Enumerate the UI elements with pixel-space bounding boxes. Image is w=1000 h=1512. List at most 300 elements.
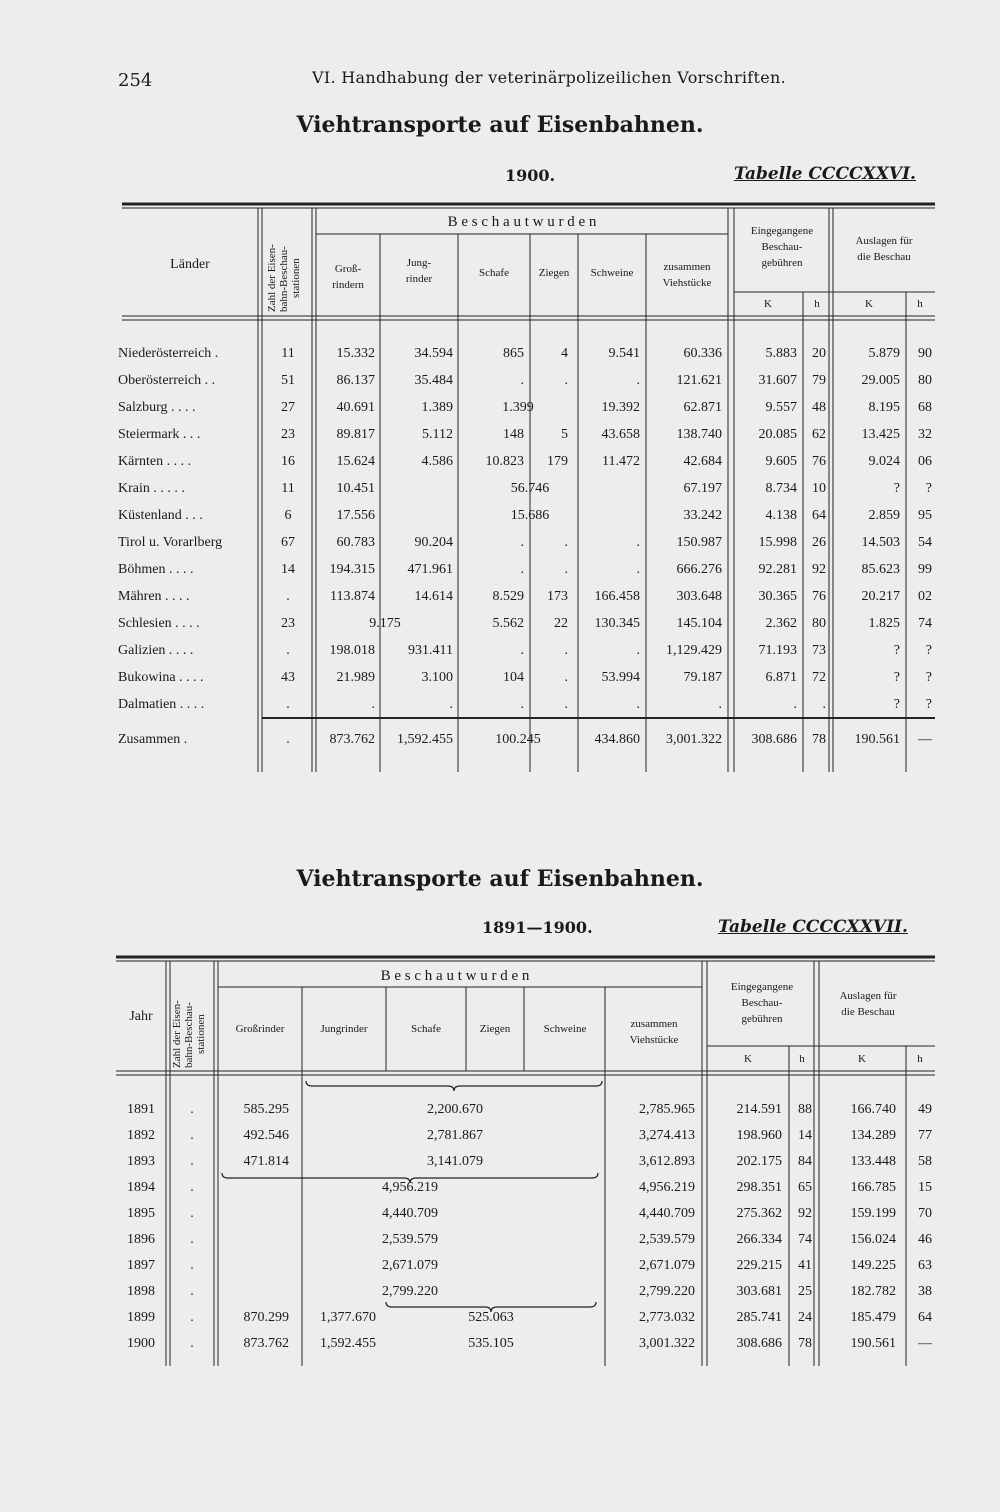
- table-row-4-ek: 9.605: [765, 454, 797, 469]
- table2-row-0-zus: 2,785.965: [639, 1102, 695, 1117]
- table-row-1-ah: 80: [918, 373, 932, 388]
- table-row-2-eh: 48: [812, 400, 826, 415]
- table-row-10-eh: 80: [812, 616, 826, 631]
- table-row-9-schafe: 8.529: [492, 589, 524, 604]
- table2-row-9-ah: —: [918, 1336, 932, 1351]
- table-row-12-land: Bukowina . . . .: [118, 670, 204, 685]
- table-row-0-zus: 60.336: [683, 346, 722, 361]
- table-row-7-ziegen: .: [564, 535, 568, 550]
- t1-hdr-schweine: Schweine: [590, 267, 634, 279]
- table-row-13-schweine: .: [636, 697, 640, 712]
- table-row-4-ziegen: 179: [547, 454, 568, 469]
- table-row-5-zahl: 11: [281, 481, 295, 496]
- table2-row-0-zahl: .: [190, 1102, 194, 1117]
- table2-row-2-jahr: 1893: [127, 1154, 155, 1169]
- table-row-8-ziegen: .: [564, 562, 568, 577]
- table-row-12-gross: 21.989: [336, 670, 375, 685]
- table1-title: Viehtransporte auf Eisenbahnen.: [296, 112, 704, 138]
- table-row-11-ziegen: .: [564, 643, 568, 658]
- table2-row-4-span_all: 4,440.709: [382, 1206, 438, 1221]
- t1-hdr-jung-1: Jung-: [406, 257, 432, 269]
- table2-row-4-ah: 70: [918, 1206, 932, 1221]
- t2-hdr-schweine: Schweine: [543, 1023, 587, 1035]
- table2-row-9-gross: 873.762: [243, 1336, 289, 1351]
- t1-hdr-ausl-1: Auslagen für: [855, 235, 913, 247]
- table-row-11-ah: ?: [925, 643, 932, 658]
- table-row-1-schweine: .: [636, 373, 640, 388]
- table2-row-2-zahl: .: [190, 1154, 194, 1169]
- table-row-10-zahl: 23: [281, 616, 295, 631]
- table-row-4-ak: 9.024: [868, 454, 900, 469]
- table2-row-7-ek: 303.681: [736, 1284, 782, 1299]
- t1-hdr-zahl-2: bahn-Beschau-: [278, 246, 290, 312]
- table-row-5-eh: 10: [812, 481, 826, 496]
- table-row-13-zus: .: [718, 697, 722, 712]
- table-row-3-zahl: 23: [281, 427, 295, 442]
- table2-row-9-ak: 190.561: [850, 1336, 896, 1351]
- table2-row-8-zus: 2,773.032: [639, 1310, 695, 1325]
- table2-row-8-zahl: .: [190, 1310, 194, 1325]
- table2-row-9-jung: 1,592.455: [320, 1336, 376, 1351]
- table1-total-zus: 3,001.322: [666, 732, 722, 747]
- table-row-2-land: Salzburg . . . .: [118, 400, 196, 415]
- t1-hdr-zus-2: Viehstücke: [662, 277, 712, 289]
- table-row-10-span_gj: 9.175: [369, 616, 401, 631]
- table2-row-0-eh: 88: [798, 1102, 812, 1117]
- table2-row-5-eh: 74: [798, 1232, 812, 1247]
- table-row-1-zahl: 51: [281, 373, 295, 388]
- table2-row-2-ek: 202.175: [736, 1154, 782, 1169]
- table-row-1-gross: 86.137: [336, 373, 375, 388]
- table2-row-1-gross: 492.546: [243, 1128, 289, 1143]
- table2-row-2-gross: 471.814: [243, 1154, 289, 1169]
- table2-row-9-jahr: 1900: [127, 1336, 155, 1351]
- table-row-3-ah: 32: [918, 427, 932, 442]
- table-row-5-land: Krain . . . . .: [118, 481, 185, 496]
- table-row-3-ziegen: 5: [561, 427, 568, 442]
- table2-row-0-span_jsz: 2,200.670: [427, 1102, 483, 1117]
- table-row-2-zus: 62.871: [683, 400, 722, 415]
- table-row-10-schafe: 5.562: [492, 616, 524, 631]
- table1-label: Tabelle CCCCXXVI.: [734, 164, 916, 184]
- table-row-3-gross: 89.817: [336, 427, 375, 442]
- table-row-12-jung: 3.100: [421, 670, 453, 685]
- table-row-13-gross: .: [371, 697, 375, 712]
- t2-hdr-ak: K: [858, 1053, 866, 1065]
- t1-hdr-gross-1: Groß-: [334, 263, 362, 275]
- table-row-6-zahl: 6: [284, 508, 292, 523]
- table-row-9-zus: 303.648: [676, 589, 722, 604]
- table-row-10-ziegen: 22: [554, 616, 568, 631]
- table-row-7-schweine: .: [636, 535, 640, 550]
- table2-row-2-ak: 133.448: [850, 1154, 896, 1169]
- table2-row-6-ek: 229.215: [736, 1258, 782, 1273]
- table-row-8-gross: 194.315: [329, 562, 375, 577]
- table-row-6-ak: 2.859: [868, 508, 900, 523]
- table-row-12-schafe: 104: [503, 670, 524, 685]
- table-row-10-ek: 2.362: [765, 616, 797, 631]
- table2-row-9-eh: 78: [798, 1336, 812, 1351]
- table-row-1-eh: 79: [812, 373, 826, 388]
- table-row-4-schafe: 10.823: [485, 454, 524, 469]
- table2-row-0-ek: 214.591: [736, 1102, 782, 1117]
- table2-row-1-jahr: 1892: [127, 1128, 155, 1143]
- table2-row-4-zahl: .: [190, 1206, 194, 1221]
- table-row-7-jung: 90.204: [414, 535, 453, 550]
- table2-row-8-jung: 1,377.670: [320, 1310, 376, 1325]
- table-row-0-eh: 20: [812, 346, 826, 361]
- table-row-0-schweine: 9.541: [608, 346, 640, 361]
- table-row-4-ah: 06: [918, 454, 932, 469]
- table-row-13-eh: .: [822, 697, 826, 712]
- table-row-3-eh: 62: [812, 427, 826, 442]
- table-row-8-schafe: .: [520, 562, 524, 577]
- table1-total-gross: 873.762: [329, 732, 375, 747]
- table2-row-6-eh: 41: [798, 1258, 812, 1273]
- table-row-13-ziegen: .: [564, 697, 568, 712]
- t2-hdr-ausl-2: die Beschau: [841, 1006, 895, 1018]
- t2-hdr-eh: h: [799, 1053, 805, 1065]
- table-row-8-jung: 471.961: [407, 562, 453, 577]
- table-row-0-gross: 15.332: [336, 346, 375, 361]
- table-row-7-ah: 54: [918, 535, 932, 550]
- table2-row-0-ak: 166.740: [850, 1102, 896, 1117]
- table-row-6-span_jsz: 15.686: [510, 508, 550, 523]
- table-row-0-schafe: 865: [503, 346, 524, 361]
- table-row-9-gross: 113.874: [330, 589, 375, 604]
- table-row-12-ek: 6.871: [765, 670, 797, 685]
- table2-row-1-span_jsz: 2,781.867: [427, 1128, 483, 1143]
- table-row-8-zus: 666.276: [676, 562, 722, 577]
- table-row-1-jung: 35.484: [414, 373, 453, 388]
- table2-row-4-jahr: 1895: [127, 1206, 155, 1221]
- t1-hdr-gross-2: rindern: [332, 279, 364, 291]
- table-row-1-schafe: .: [520, 373, 524, 388]
- t1-hdr-laender: Länder: [170, 257, 210, 272]
- t2-hdr-eing-1: Eingegangene: [730, 981, 794, 993]
- table-row-11-schafe: .: [520, 643, 524, 658]
- page-number: 254: [118, 70, 153, 91]
- table2-row-7-jahr: 1898: [127, 1284, 155, 1299]
- table-row-2-gross: 40.691: [336, 400, 375, 415]
- table-row-1-ak: 29.005: [861, 373, 900, 388]
- table2-row-9-zus: 3,001.322: [639, 1336, 695, 1351]
- table-row-2-jung: 1.389: [421, 400, 453, 415]
- table2-row-6-ak: 149.225: [850, 1258, 896, 1273]
- table-row-4-eh: 76: [812, 454, 826, 469]
- table2-year: 1891—1900.: [482, 918, 593, 937]
- table1-total-land: Zusammen .: [118, 732, 188, 747]
- table2-row-6-zus: 2,671.079: [639, 1258, 695, 1273]
- table-row-0-jung: 34.594: [414, 346, 453, 361]
- t2-hdr-jung: Jungrinder: [320, 1023, 368, 1035]
- table1-total-ek: 308.686: [751, 732, 797, 747]
- table-row-13-zahl: .: [286, 697, 290, 712]
- table-row-3-zus: 138.740: [676, 427, 722, 442]
- table1-total-ak: 190.561: [854, 732, 900, 747]
- table2-row-8-ek: 285.741: [736, 1310, 782, 1325]
- table-row-4-gross: 15.624: [336, 454, 375, 469]
- table-row-10-schweine: 130.345: [594, 616, 640, 631]
- table2-row-3-jahr: 1894: [127, 1180, 155, 1195]
- table2-row-2-span_jsz: 3,141.079: [427, 1154, 483, 1169]
- table-row-6-land: Küstenland . . .: [118, 508, 203, 523]
- table1-total-jung: 1,592.455: [397, 732, 453, 747]
- table-row-7-zus: 150.987: [676, 535, 722, 550]
- t2-hdr-eing-2: Beschau-: [741, 997, 783, 1009]
- table-row-9-ziegen: 173: [547, 589, 568, 604]
- table-row-3-ak: 13.425: [861, 427, 900, 442]
- table-row-5-ak: ?: [893, 481, 900, 496]
- table-row-9-ek: 30.365: [758, 589, 797, 604]
- t2-hdr-jahr: Jahr: [129, 1009, 153, 1024]
- table-row-6-zus: 33.242: [683, 508, 722, 523]
- table-row-3-land: Steiermark . . .: [118, 427, 201, 442]
- table-row-12-zahl: 43: [281, 670, 295, 685]
- table-row-11-schweine: .: [636, 643, 640, 658]
- table2-row-9-span_szs: 535.105: [468, 1336, 514, 1351]
- table1-year: 1900.: [505, 166, 556, 185]
- table-row-5-span_jsz: 56.746: [510, 481, 550, 496]
- table-row-11-zus: 1,129.429: [666, 643, 722, 658]
- table-row-4-schweine: 11.472: [602, 454, 640, 469]
- table-row-3-ek: 20.085: [758, 427, 797, 442]
- t2-hdr-gross: Großrinder: [235, 1023, 285, 1035]
- table-row-11-jung: 931.411: [408, 643, 453, 658]
- table2-row-1-ek: 198.960: [736, 1128, 782, 1143]
- table-row-11-gross: 198.018: [329, 643, 375, 658]
- table-row-7-zahl: 67: [281, 535, 295, 550]
- table-row-0-ak: 5.879: [868, 346, 900, 361]
- table2-row-9-ek: 308.686: [736, 1336, 782, 1351]
- t2-hdr-zahl-1: Zahl der Eisen-: [171, 1000, 183, 1068]
- table-row-2-span_sz: 1.399: [502, 400, 534, 415]
- table-row-2-zahl: 27: [281, 400, 295, 415]
- table2-row-3-ak: 166.785: [850, 1180, 896, 1195]
- t1-hdr-beschaut: B e s c h a u t w u r d e n: [447, 214, 597, 230]
- table-row-10-ak: 1.825: [868, 616, 900, 631]
- table-row-6-ek: 4.138: [765, 508, 797, 523]
- t1-hdr-ausl-2: die Beschau: [857, 251, 911, 263]
- table2-row-7-eh: 25: [798, 1284, 812, 1299]
- table-row-1-ziegen: .: [564, 373, 568, 388]
- table-row-6-gross: 17.556: [336, 508, 375, 523]
- table2-row-0-gross: 585.295: [243, 1102, 289, 1117]
- table-row-0-ek: 5.883: [765, 346, 797, 361]
- table2-row-8-jahr: 1899: [127, 1310, 155, 1325]
- table-row-10-land: Schlesien . . . .: [118, 616, 200, 631]
- table2-row-5-zahl: .: [190, 1232, 194, 1247]
- table-row-9-jung: 14.614: [414, 589, 453, 604]
- table2-row-1-zahl: .: [190, 1128, 194, 1143]
- table-row-1-zus: 121.621: [676, 373, 722, 388]
- table-row-4-jung: 4.586: [421, 454, 453, 469]
- t1-hdr-eing-3: gebühren: [761, 257, 803, 269]
- t1-hdr-eing-1: Eingegangene: [750, 225, 814, 237]
- table-row-4-land: Kärnten . . . .: [118, 454, 192, 469]
- table2-row-1-ah: 77: [918, 1128, 932, 1143]
- table-row-12-zus: 79.187: [683, 670, 722, 685]
- table2-row-6-jahr: 1897: [127, 1258, 155, 1273]
- table-row-13-ak: ?: [893, 697, 900, 712]
- table2-row-2-zus: 3,612.893: [639, 1154, 695, 1169]
- table-row-13-ek: .: [793, 697, 797, 712]
- table-row-5-gross: 10.451: [336, 481, 375, 496]
- table-row-5-ah: ?: [925, 481, 932, 496]
- table-row-2-ak: 8.195: [868, 400, 900, 415]
- table-row-13-jung: .: [449, 697, 453, 712]
- table-row-11-ak: ?: [893, 643, 900, 658]
- table-row-4-zus: 42.684: [683, 454, 722, 469]
- table-row-9-land: Mähren . . . .: [118, 589, 190, 604]
- table-row-1-land: Oberösterreich . .: [118, 373, 216, 388]
- table1-total-eh: 78: [812, 732, 826, 747]
- t1-hdr-zahl-1: Zahl der Eisen-: [266, 244, 278, 312]
- t2-hdr-beschaut: B e s c h a u t w u r d e n: [380, 968, 530, 984]
- table-row-8-ah: 99: [918, 562, 932, 577]
- table2-row-1-ak: 134.289: [850, 1128, 896, 1143]
- table-row-8-land: Böhmen . . . .: [118, 562, 194, 577]
- table2-row-4-ek: 275.362: [736, 1206, 782, 1221]
- table-row-12-ziegen: .: [564, 670, 568, 685]
- table2-row-6-zahl: .: [190, 1258, 194, 1273]
- table-row-6-ah: 95: [918, 508, 932, 523]
- table-row-10-zus: 145.104: [676, 616, 722, 631]
- table2-title: Viehtransporte auf Eisenbahnen.: [296, 866, 704, 892]
- t2-hdr-zahl-2: bahn-Beschau-: [183, 1002, 195, 1068]
- table-row-3-schweine: 43.658: [601, 427, 640, 442]
- t2-hdr-zus-1: zusammen: [630, 1018, 678, 1030]
- table2-row-5-span_all: 2,539.579: [382, 1232, 438, 1247]
- table2-row-9-zahl: .: [190, 1336, 194, 1351]
- t1-hdr-zahl-3: stationen: [290, 258, 302, 298]
- table2-row-8-eh: 24: [798, 1310, 812, 1325]
- table-row-8-ek: 92.281: [758, 562, 797, 577]
- table-row-6-eh: 64: [812, 508, 826, 523]
- table-row-7-gross: 60.783: [336, 535, 375, 550]
- table-row-2-ek: 9.557: [765, 400, 797, 415]
- table1-total-span_sz: 100.245: [495, 732, 541, 747]
- table-row-12-schweine: 53.994: [601, 670, 640, 685]
- table2-row-8-ah: 64: [918, 1310, 932, 1325]
- t1-hdr-eh: h: [814, 298, 820, 310]
- table2-row-4-eh: 92: [798, 1206, 812, 1221]
- table-row-9-zahl: .: [286, 589, 290, 604]
- table-row-7-schafe: .: [520, 535, 524, 550]
- table-row-13-ah: ?: [925, 697, 932, 712]
- table2-row-8-ak: 185.479: [850, 1310, 896, 1325]
- table-row-9-ak: 20.217: [861, 589, 900, 604]
- table-row-5-ek: 8.734: [765, 481, 797, 496]
- t2-hdr-ausl-1: Auslagen für: [839, 990, 897, 1002]
- t2-hdr-ziegen: Ziegen: [479, 1023, 511, 1035]
- table-row-3-jung: 5.112: [422, 427, 453, 442]
- table-row-10-ah: 74: [918, 616, 932, 631]
- table2-label: Tabelle CCCCXXVII.: [718, 917, 908, 937]
- table2-row-6-span_all: 2,671.079: [382, 1258, 438, 1273]
- table-row-8-ak: 85.623: [861, 562, 900, 577]
- table-row-11-zahl: .: [286, 643, 290, 658]
- table2-row-7-zahl: .: [190, 1284, 194, 1299]
- table-row-13-land: Dalmatien . . . .: [118, 697, 205, 712]
- table2-row-7-ak: 182.782: [850, 1284, 896, 1299]
- running-head: VI. Handhabung der veterinärpolizeilichen Vorschriften.: [312, 68, 787, 87]
- t1-hdr-ak: K: [865, 298, 873, 310]
- table-row-8-schweine: .: [636, 562, 640, 577]
- table2-row-5-zus: 2,539.579: [639, 1232, 695, 1247]
- t1-hdr-zus-1: zusammen: [663, 261, 711, 273]
- table1-total-zahl: .: [286, 732, 290, 747]
- table-row-8-eh: 92: [812, 562, 826, 577]
- table2-row-3-ek: 298.351: [736, 1180, 782, 1195]
- table-row-0-ziegen: 4: [561, 346, 568, 361]
- t2-hdr-zahl-3: stationen: [195, 1014, 207, 1054]
- table2-row-4-ak: 159.199: [850, 1206, 896, 1221]
- table-row-11-eh: 73: [812, 643, 826, 658]
- t1-hdr-jung-2: rinder: [405, 273, 433, 285]
- table-row-2-ah: 68: [918, 400, 932, 415]
- table-row-4-zahl: 16: [281, 454, 295, 469]
- table-row-0-land: Niederösterreich .: [118, 346, 219, 361]
- table-row-1-ek: 31.607: [758, 373, 797, 388]
- table-row-9-ah: 02: [918, 589, 932, 604]
- table2-row-3-eh: 65: [798, 1180, 812, 1195]
- table2-row-1-eh: 14: [798, 1128, 812, 1143]
- table2-row-4-zus: 4,440.709: [639, 1206, 695, 1221]
- t1-hdr-ah: h: [917, 298, 923, 310]
- t1-hdr-eing-2: Beschau-: [761, 241, 803, 253]
- table2-row-6-ah: 63: [918, 1258, 932, 1273]
- table-row-9-eh: 76: [812, 589, 826, 604]
- t2-hdr-ah: h: [917, 1053, 923, 1065]
- table2-row-7-zus: 2,799.220: [639, 1284, 695, 1299]
- t2-hdr-ek: K: [744, 1053, 752, 1065]
- t2-hdr-eing-3: gebühren: [741, 1013, 783, 1025]
- table-row-2-schweine: 19.392: [601, 400, 640, 415]
- table2-row-5-ah: 46: [918, 1232, 932, 1247]
- table2-row-8-gross: 870.299: [243, 1310, 289, 1325]
- t1-hdr-schafe: Schafe: [479, 267, 509, 279]
- t1-hdr-ek: K: [764, 298, 772, 310]
- table2-row-0-ah: 49: [918, 1102, 932, 1117]
- table-row-7-eh: 26: [812, 535, 826, 550]
- table-row-0-ah: 90: [918, 346, 932, 361]
- table2-row-2-ah: 58: [918, 1154, 932, 1169]
- table-row-7-ak: 14.503: [861, 535, 900, 550]
- table1-total-ah: —: [918, 732, 932, 747]
- table2-row-3-zahl: .: [190, 1180, 194, 1195]
- table-row-12-ak: ?: [893, 670, 900, 685]
- table-row-12-ah: ?: [925, 670, 932, 685]
- table-row-12-eh: 72: [812, 670, 826, 685]
- table2-row-5-jahr: 1896: [127, 1232, 155, 1247]
- table2-row-1-zus: 3,274.413: [639, 1128, 695, 1143]
- table2-row-8-span_szs: 525.063: [468, 1310, 514, 1325]
- table-row-9-schweine: 166.458: [594, 589, 640, 604]
- table2-row-3-zus: 4,956.219: [639, 1180, 695, 1195]
- table-row-11-ek: 71.193: [758, 643, 797, 658]
- table-row-13-schafe: .: [520, 697, 524, 712]
- table2-row-5-ek: 266.334: [736, 1232, 782, 1247]
- table-row-7-land: Tirol u. Vorarlberg: [118, 535, 223, 550]
- t1-hdr-ziegen: Ziegen: [538, 267, 570, 279]
- table2-row-7-ah: 38: [918, 1284, 932, 1299]
- table2-row-5-ak: 156.024: [850, 1232, 896, 1247]
- table1-total-schweine: 434.860: [594, 732, 640, 747]
- table-row-5-zus: 67.197: [683, 481, 722, 496]
- table-row-8-zahl: 14: [281, 562, 295, 577]
- t2-hdr-zus-2: Viehstücke: [629, 1034, 679, 1046]
